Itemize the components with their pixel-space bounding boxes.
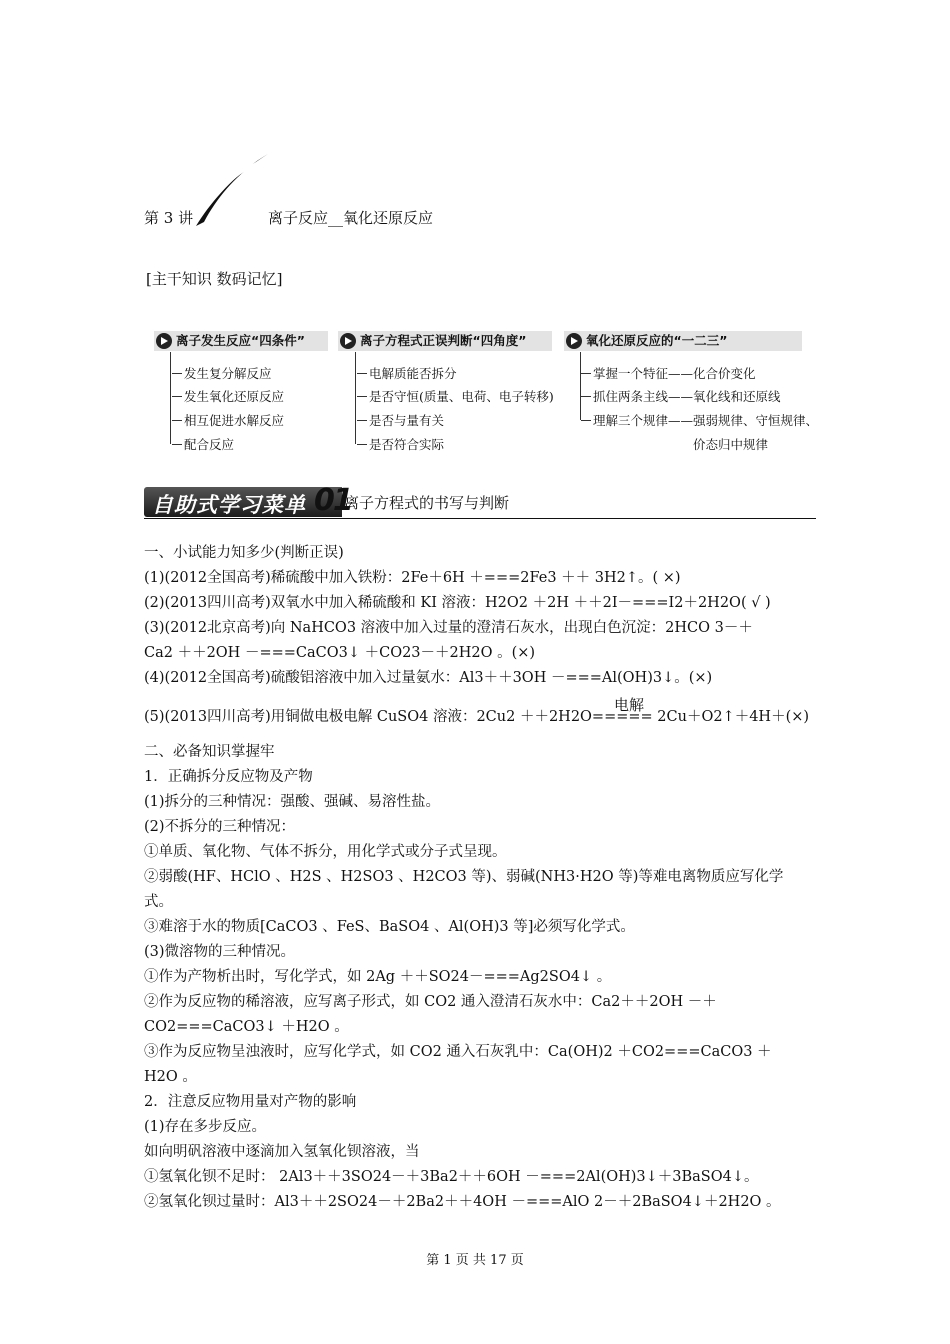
arrow-right-circle-icon xyxy=(156,333,172,349)
body-text: ③难溶于水的物质[CaCO3 、FeS、BaSO4 、Al(OH)3 等]必须写化学式。 xyxy=(144,919,635,935)
card-item: 配合反应 xyxy=(184,437,235,452)
question-1: (1)(2012全国高考)稀硫酸中加入铁粉：2Fe＋6H ＋===2Fe3 ＋＋ 3H2↑。( ×) xyxy=(144,570,681,586)
subheading-1: 1．正确拆分反应物及产物 xyxy=(144,769,313,785)
card-item: 是否与量有关 xyxy=(369,413,445,428)
menu-banner-title: 离子方程式的书写与判断 xyxy=(344,494,510,512)
card-title: 离子方程式正误判断“四角度” xyxy=(360,333,527,348)
electrolysis-condition: 电解 xyxy=(614,696,645,714)
subheading-2: 2．注意反应物用量对产物的影响 xyxy=(144,1094,357,1110)
tree-connector xyxy=(580,352,581,420)
body-text: (1)存在多步反应。 xyxy=(144,1119,267,1135)
card-item: 价态归中规律 xyxy=(693,437,769,452)
card-header-redox xyxy=(564,331,802,351)
body-text: 如向明矾溶液中逐滴加入氢氧化钡溶液，当 xyxy=(144,1144,420,1160)
card-title: 氧化还原反应的“一二三” xyxy=(586,333,728,348)
body-text: 式。 xyxy=(144,894,173,910)
body-text: ①氢氧化钡不足时： 2Al3＋＋3SO24－＋3Ba2＋＋6OH －===2Al(OH)3↓＋3BaSO4↓。 xyxy=(144,1169,759,1185)
menu-banner-number: 01 xyxy=(314,483,352,518)
body-text: ①单质、氧化物、气体不拆分，用化学式或分子式呈现。 xyxy=(144,844,507,860)
card-item: 相互促进水解反应 xyxy=(184,413,285,428)
card-title: 离子发生反应“四条件” xyxy=(176,333,305,348)
body-text: ②作为反应物的稀溶液，应写离子形式，如 CO2 通入澄清石灰水中：Ca2＋＋2OH －＋ xyxy=(144,994,717,1010)
arrow-right-circle-icon xyxy=(566,333,582,349)
card-item: 电解质能否拆分 xyxy=(369,366,457,381)
question-3-cont: Ca2 ＋＋2OH －===CaCO3↓ ＋CO23－＋2H2O 。(×) xyxy=(144,645,536,661)
body-text: (3)微溶物的三种情况。 xyxy=(144,944,296,960)
card-item: 发生氧化还原反应 xyxy=(184,389,285,404)
question-4: (4)(2012全国高考)硫酸铝溶液中加入过量氨水：Al3＋＋3OH －===Al(OH)3↓。(×) xyxy=(144,670,713,686)
section-tag: [主干知识 数码记忆] xyxy=(146,270,283,288)
body-text: ③作为反应物呈浊液时，应写化学式，如 CO2 通入石灰乳中：Ca(OH)2 ＋CO2===CaCO3 ＋ xyxy=(144,1044,772,1060)
body-text: ②弱酸(HF、HClO 、H2S 、H2SO3 、H2CO3 等)、弱碱(NH3·H2O 等)等难电离物质应写化学 xyxy=(144,869,784,885)
question-5: (5)(2013四川高考)用铜做电极电解 CuSO4 溶液：2Cu2 ＋＋2H2O===== 2Cu＋O2↑＋4H＋(×) xyxy=(144,709,810,725)
body-text: (2)不拆分的三种情况： xyxy=(144,819,296,835)
menu-banner-label: 自助式学习菜单 xyxy=(152,493,306,517)
card-item: 是否守恒(质量、电荷、电子转移) xyxy=(369,389,554,404)
tree-connector xyxy=(355,352,356,444)
body-text: CO2===CaCO3↓ ＋H2O 。 xyxy=(144,1019,349,1035)
page-footer: 第 1 页 共 17 页 xyxy=(426,1253,524,1268)
card-item: 抓住两条主线——氧化线和还原线 xyxy=(593,389,781,404)
swoosh-decoration-icon xyxy=(192,150,272,230)
card-item: 掌握一个特征——化合价变化 xyxy=(593,366,756,381)
card-item: 是否符合实际 xyxy=(369,437,445,452)
section-divider xyxy=(144,518,816,519)
lecture-label: 第 3 讲 xyxy=(144,209,194,227)
card-item: 发生复分解反应 xyxy=(184,366,272,381)
card-item: 理解三个规律——强弱规律、守恒规律、 xyxy=(593,413,819,428)
heading-practice: 一、小试能力知多少(判断正误) xyxy=(144,545,344,561)
body-text: ②氢氧化钡过量时：Al3＋＋2SO24－＋2Ba2＋＋4OH －===AlO 2－＋2BaSO4↓＋2H2O 。 xyxy=(144,1194,781,1210)
body-text: H2O 。 xyxy=(144,1069,197,1085)
tree-connector xyxy=(170,352,171,444)
card-header-conditions xyxy=(154,331,328,351)
question-2: (2)(2013四川高考)双氧水中加入稀硫酸和 KI 溶液：H2O2 ＋2H ＋＋2I－===I2＋2H2O( √ ) xyxy=(144,595,771,611)
question-3: (3)(2012北京高考)向 NaHCO3 溶液中加入过量的澄清石灰水，出现白色沉淀：2HCO 3－＋ xyxy=(144,620,753,636)
arrow-right-circle-icon xyxy=(340,333,356,349)
heading-knowledge: 二、必备知识掌握牢 xyxy=(144,744,275,760)
lecture-title: 离子反应__氧化还原反应 xyxy=(268,209,434,227)
card-header-judgement xyxy=(338,331,552,351)
body-text: (1)拆分的三种情况：强酸、强碱、易溶性盐。 xyxy=(144,794,441,810)
body-text: ①作为产物析出时，写化学式，如 2Ag ＋＋SO24－===Ag2SO4↓ 。 xyxy=(144,969,612,985)
